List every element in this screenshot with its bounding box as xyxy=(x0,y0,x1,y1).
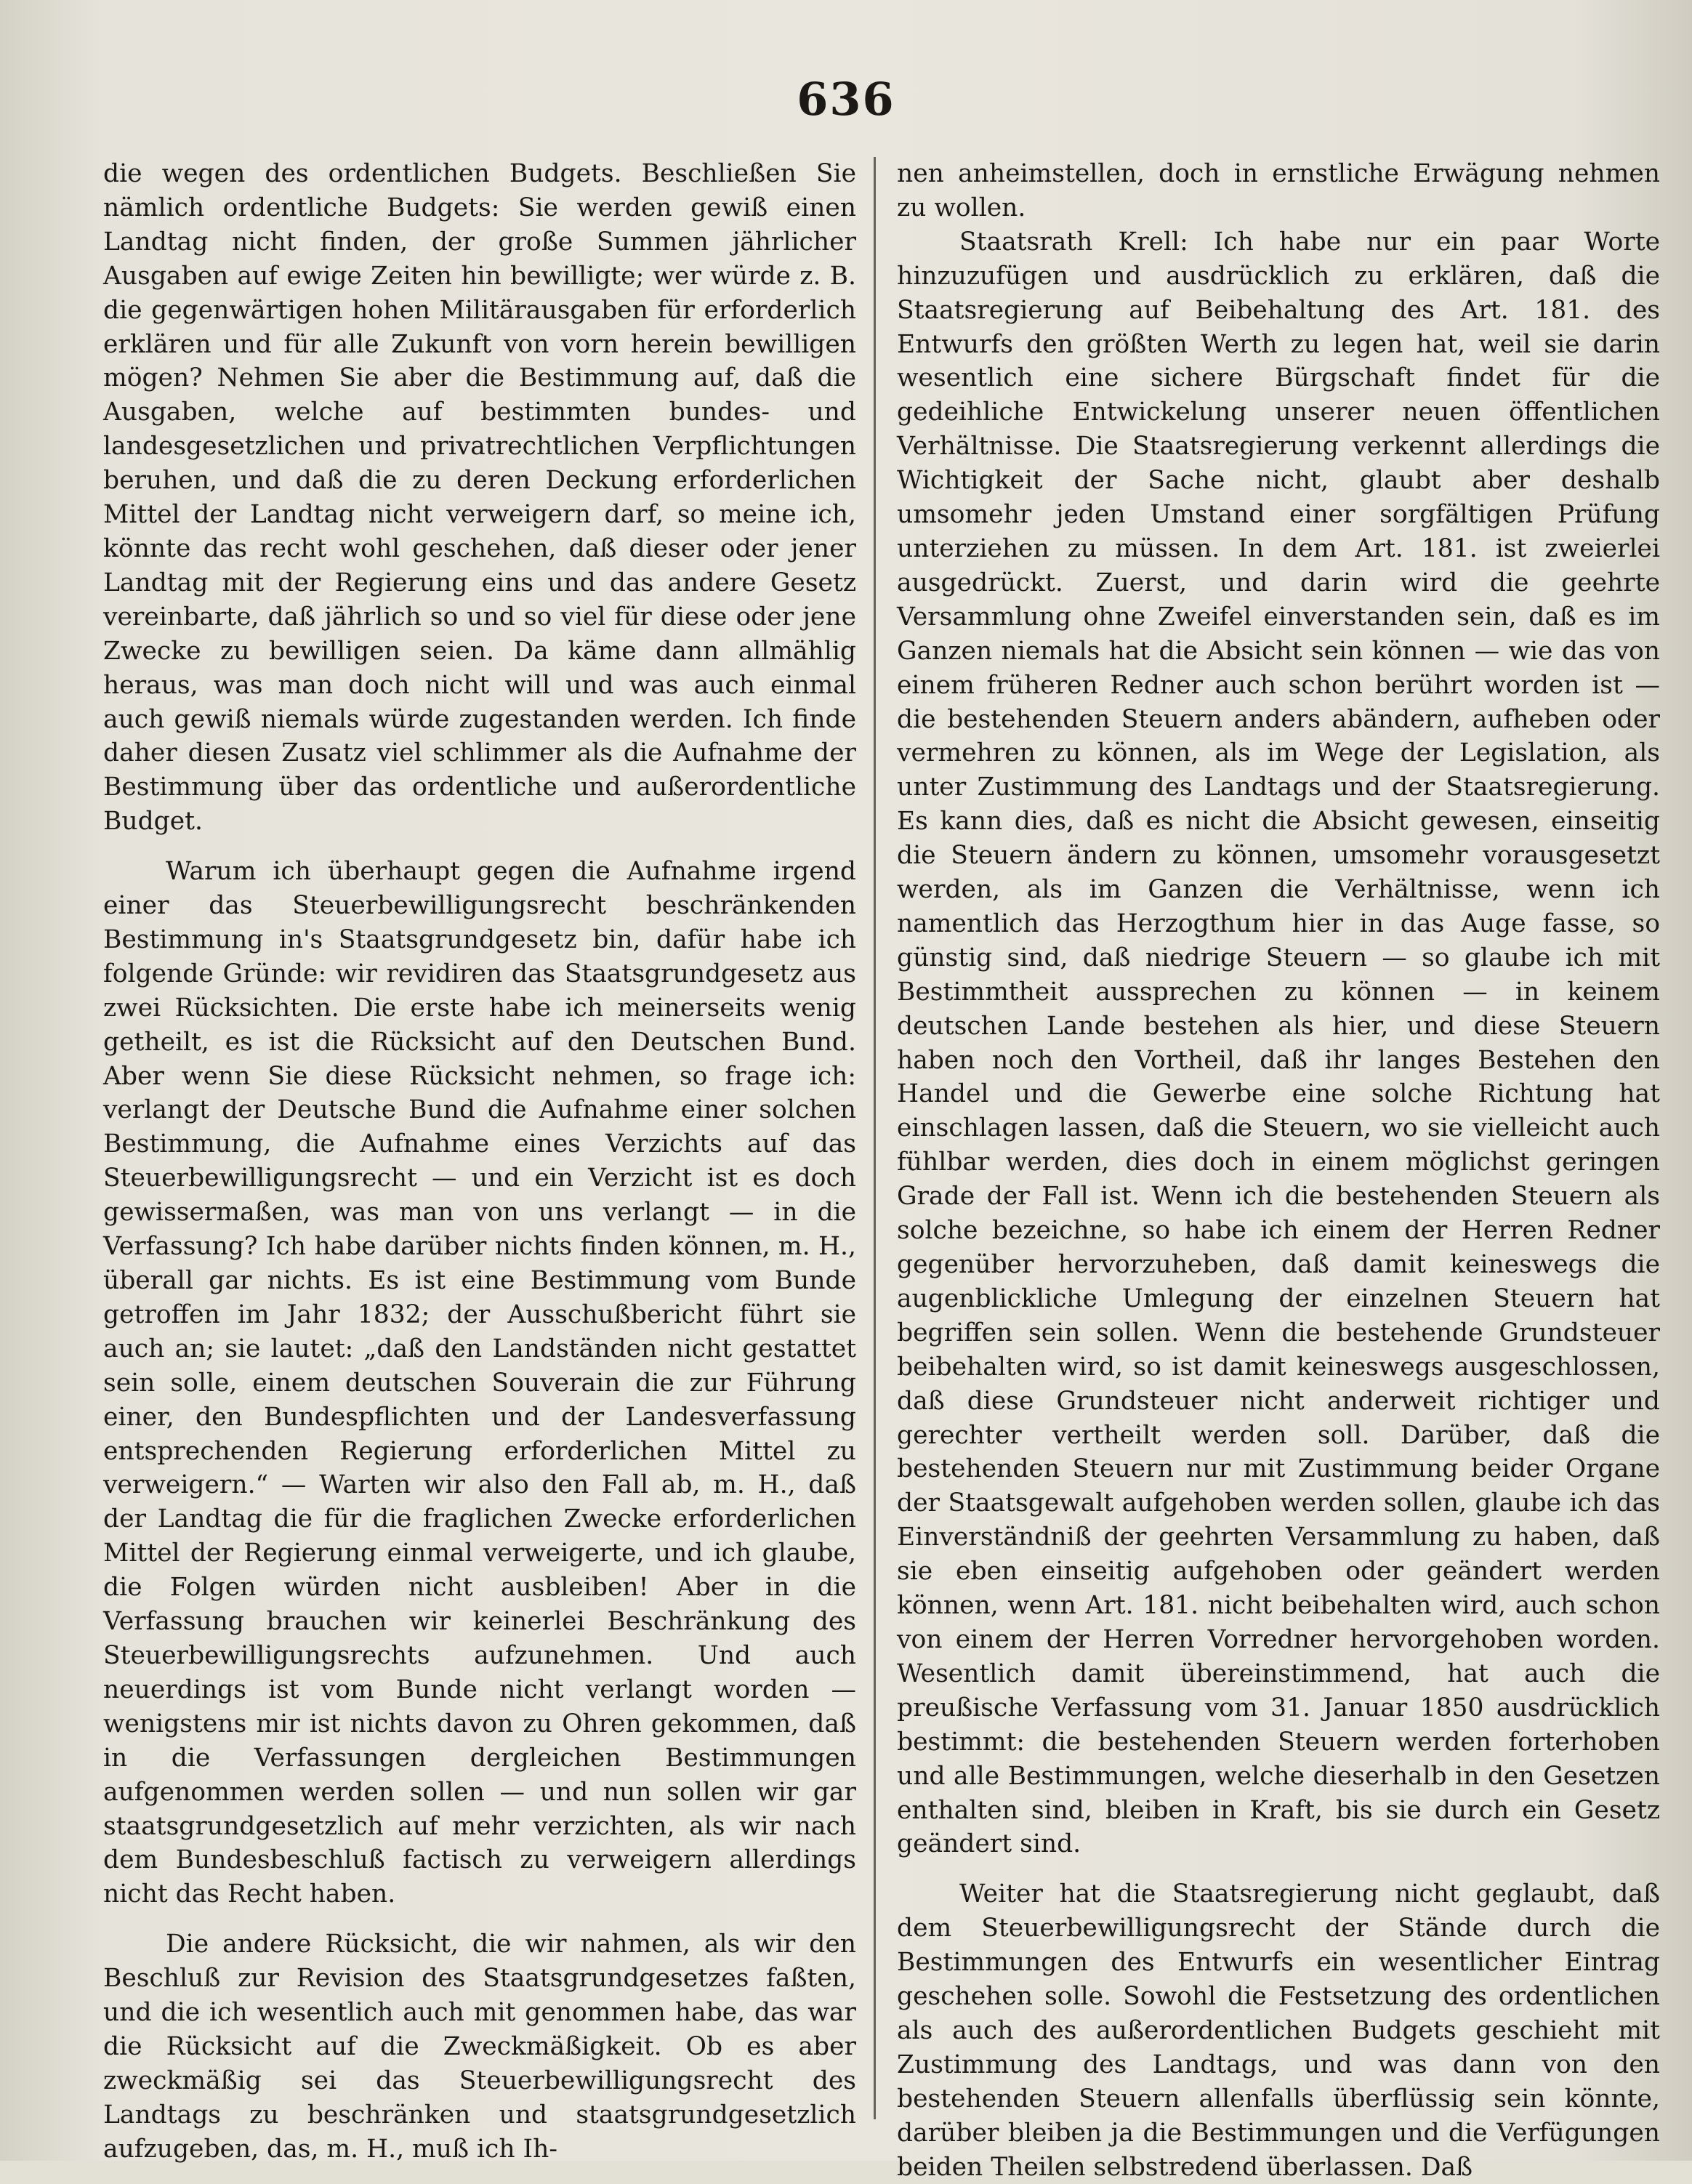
paragraph-1: die wegen des ordentlichen Budgets. Beschließen Sie nämlich ordentliche Budgets: Sie werden gewiß einen Landtag nicht finden, der große Summen jährlicher Ausgaben auf ewige Zeiten hin bewilligte; wer würde z. B. die gegenwärtigen hohen Militärausgaben für erforderlich erklären und für alle Zukunft von vorn herein bewilligen mögen? Nehmen Sie aber die Bestimmung auf, daß die Ausgaben, welche auf bestimmten bundes- und landesgesetzlichen und privatrechtlichen Verpflichtungen beruhen, und daß die zu deren Deckung erforderlichen Mittel der Landtag nicht verweigern darf, so meine ich, könnte das recht wohl geschehen, daß dieser oder jener Landtag mit der Regierung eins und das andere Gesetz vereinbarte, daß jährlich so und so viel für diese oder jene Zwecke zu bewilligen seien. Da käme dann allmählig heraus, was man doch nicht will und was auch einmal auch gewiß niemals würde zugestanden werden. Ich finde daher diesen Zusatz viel schlimmer als die Aufnahme der Bestimmung über das ordentliche und außerordentliche Budget. xyxy=(103,159,856,837)
paragraph-5: Staatsrath Krell: Ich habe nur ein paar Worte hinzuzufügen und ausdrücklich zu erklären, daß die Staatsregierung auf Beibehaltung des Art. 181. des Entwurfs den größten Werth zu legen hat, weil sie darin wesentlich eine sichere Bürgschaft findet für die gedeihliche Entwickelung unserer neuen öffentlichen Verhältnisse. Die Staatsregierung verkennt allerdings die Wichtigkeit der Sache nicht, glaubt aber deshalb umsomehr jeden Umstand einer sorgfältigen Prüfung unterziehen zu müssen. In dem Art. 181. ist zweierlei ausgedrückt. Zuerst, und darin wird die geehrte Versammlung ohne Zweifel einverstanden sein, daß es im Ganzen niemals hat die Absicht sein können — wie das von einem früheren Redner auch schon berührt worden ist — die bestehenden Steuern anders abändern, aufheben oder vermehren zu können, als im Wege der Legislation, als unter Zustimmung des Landtags und der Staatsregierung. Es kann dies, daß es nicht die Absicht gewesen, einseitig die Steuern ändern zu können, umsomehr vorausgesetzt werden, als im Ganzen die Verhältnisse, wenn ich namentlich das Herzogthum hier in das Auge fasse, so günstig sind, daß niedrige Steuern — so glaube ich mit Bestimmtheit aussprechen zu können — in keinem deutschen Lande bestehen als hier, und diese Steuern haben noch den Vortheil, daß ihr langes Bestehen den Handel und die Gewerbe eine solche Richtung hat einschlagen lassen, daß die Steuern, wo sie vielleicht auch fühlbar werden, dies doch in einem möglichst geringen Grade der Fall ist. Wenn ich die bestehenden Steuern als solche bezeichne, so habe ich einem der Herren Redner gegenüber hervorzuheben, daß damit keineswegs die augenblickliche Umlegung der einzelnen Steuern hat begriffen sein sollen. Wenn die bestehende Grundsteuer beibehalten wird, so ist damit keineswegs ausgeschlossen, daß diese Grundsteuer nicht anderweit richtiger und gerechter vertheilt werden soll. Darüber, daß die bestehenden Steuern nur mit Zustimmung beider Organe der Staatsgewalt aufgehoben werden sollen, glaube ich das Einverständniß der geehrten Versammlung zu haben, daß sie eben einseitig aufgehoben oder geändert werden können, wenn Art. 181. nicht beibehalten wird, auch schon von einem der Herren Vorredner hervorgehoben worden. Wesentlich damit übereinstimmend, hat auch die preußische Verfassung vom 31. Januar 1850 ausdrücklich bestimmt: die bestehenden Steuern werden forterhoben und alle Bestimmungen, welche dieserhalb in den Gesetzen enthalten sind, bleiben in Kraft, bis sie durch ein Gesetz geändert sind. xyxy=(897,227,1660,1859)
right-column xyxy=(897,157,1660,2182)
column-divider xyxy=(874,157,876,2119)
paragraph-3: Die andere Rücksicht, die wir nahmen, als wir den Beschluß zur Revision des Staatsgrundgesetzes faßten, und die ich wesentlich auch mit genommen habe, das war die Rücksicht auf die Zweckmäßigkeit. Ob es aber zweckmäßig sei das Steuerbewilligungsrecht des Landtags zu beschränken und staatsgrundgesetzlich aufzugeben, das, m. H., muß ich Ih- xyxy=(103,1930,856,2164)
page-number: 636 xyxy=(797,73,895,126)
paragraph-2: Warum ich überhaupt gegen die Aufnahme irgend einer das Steuerbewilligungsrecht beschränkenden Bestimmung in's Staatsgrundgesetz bin, dafür habe ich folgende Gründe: wir revidiren das Staatsgrundgesetz aus zwei Rücksichten. Die erste habe ich meinerseits wenig getheilt, es ist die Rücksicht auf den Deutschen Bund. Aber wenn Sie diese Rücksicht nehmen, so frage ich: verlangt der Deutsche Bund die Aufnahme einer solchen Bestimmung, die Aufnahme eines Verzichts auf das Steuerbewilligungsrecht — und ein Verzicht ist es doch gewissermaßen, was man von uns verlangt — in die Verfassung? Ich habe darüber nichts finden können, m. H., überall gar nichts. Es ist eine Bestimmung vom Bunde getroffen im Jahr 1832; der Ausschußbericht führt sie auch an; sie lautet: „daß den Landständen nicht gestattet sein solle, einem deutschen Souverain die zur Führung einer, den Bundespflichten und der Landesverfassung entsprechenden Regierung erforderlichen Mittel zu verweigern.“ — Warten wir also den Fall ab, m. H., daß der Landtag die für die fraglichen Zwecke erforderlichen Mittel der Regierung einmal verweigerte, und ich glaube, die Folgen würden nicht ausbleiben! Aber in die Verfassung brauchen wir keinerlei Beschränkung des Steuerbewilligungsrechts aufzunehmen. Und auch neuerdings ist vom Bunde nicht verlangt worden — wenigstens mir ist nichts davon zu Ohren gekommen, daß in die Verfassungen dergleichen Bestimmungen aufgenommen werden sollen — und nun sollen wir gar staatsgrundgesetzlich auf mehr verzichten, als wir nach dem Bundesbeschluß factisch zu verweigern allerdings nicht das Recht haben. xyxy=(103,857,856,1909)
paragraph-4: nen anheimstellen, doch in ernstliche Erwägung nehmen zu wollen. xyxy=(897,159,1660,222)
paragraph-6: Weiter hat die Staatsregierung nicht geglaubt, daß dem Steuerbewilligungsrecht der Stände durch die Bestimmungen des Entwurfs ein wesentlicher Eintrag geschehen solle. Sowohl die Festsetzung des ordentlichen als auch des außerordentlichen Budgets geschieht mit Zustimmung des Landtags, und was dann von den bestehenden Steuern allenfalls überflüssig sein könnte, darüber bleiben ja die Bestimmungen und die Verfügungen beiden Theilen selbstredend überlassen. Daß xyxy=(897,1879,1660,2182)
left-column xyxy=(103,157,856,2164)
